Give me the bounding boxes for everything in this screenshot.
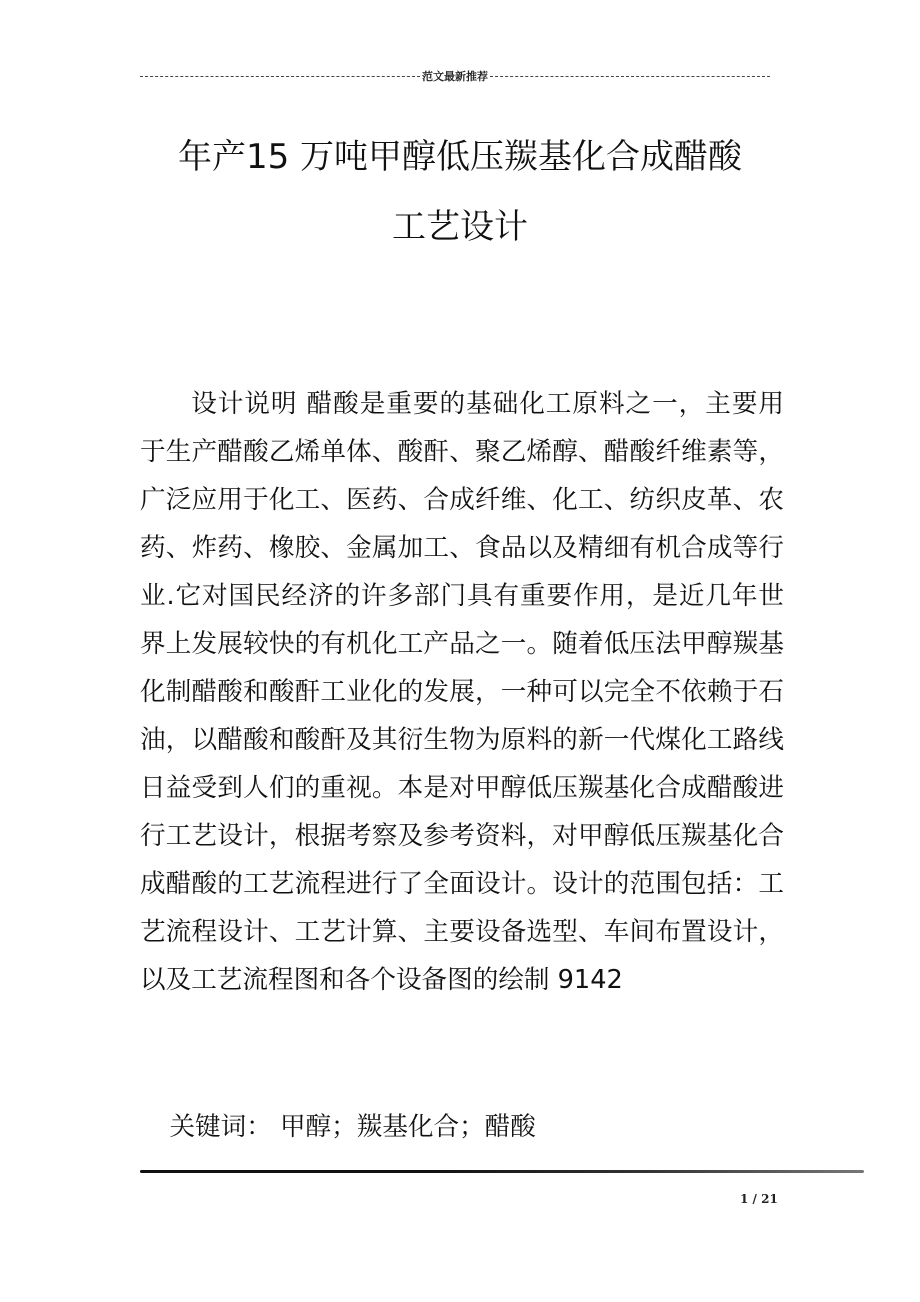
document-title <box>140 122 780 262</box>
header-text: 范文最新推荐 <box>422 70 488 83</box>
title-line-2: 工艺设计 <box>392 207 528 247</box>
header-dash-left <box>140 76 420 77</box>
header-dash-right <box>490 76 770 77</box>
title-line-1: 年产15 万吨甲醇低压羰基化合成醋酸 <box>177 137 743 177</box>
page-number: 1 / 21 <box>740 1192 778 1206</box>
page-header <box>140 68 770 84</box>
keywords-line: 关键词： 甲醇；羰基化合；醋酸 <box>169 1112 536 1142</box>
footer-rule <box>140 1170 864 1173</box>
abstract-paragraph: 设计说明 醋酸是重要的基础化工原料之一，主要用于生产醋酸乙烯单体、酸酐、聚乙烯醇、醋酸纤维素等，广泛应用于化工、医药、合成纤维、化工、纺织皮革、农药、炸药、橡胶、金属加工、食品以及精细有机合成等行业.它对国民经济的许多部门具有重要作用，是近几年世界上发展较快的有机化工产品之一。随着低压法甲醇羰基化制醋酸和酸酐工业化的发展，一种可以完全不依赖于石油，以醋酸和酸酐及其衍生物为原料的新一代煤化工路线日益受到人们的重视。本是对甲醇低压羰基化合成醋酸进行工艺设计，根据考察及参考资料，对甲醇低压羰基化合成醋酸的工艺流程进行了全面设计。设计的范围包括：工艺流程设计、工艺计算、主要设备选型、车间布置设计，以及工艺流程图和各个设备图的绘制 9142 <box>140 389 784 995</box>
